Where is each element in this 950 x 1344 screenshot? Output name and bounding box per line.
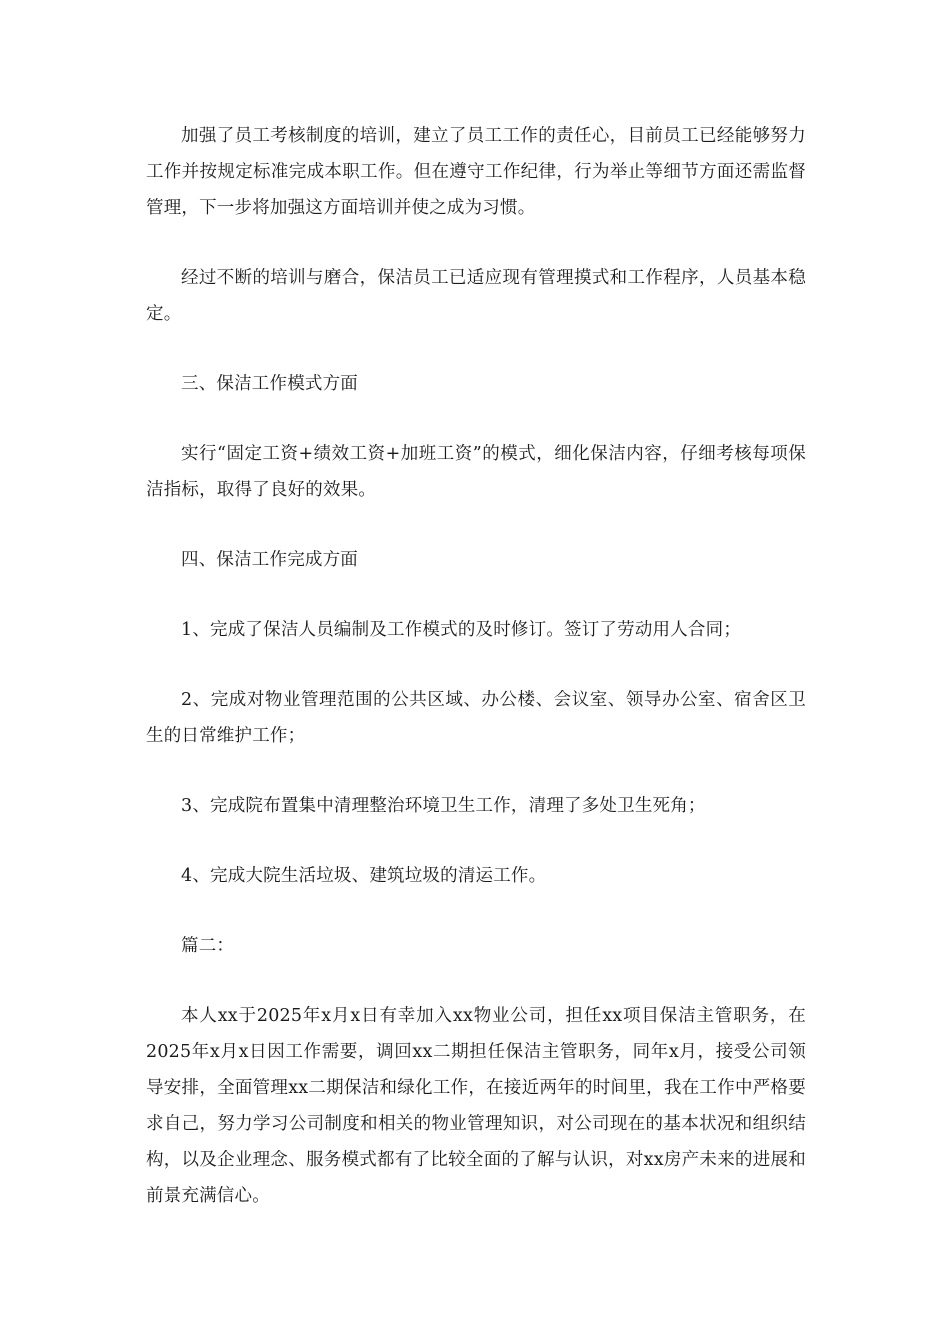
list-item-1: 1、完成了保洁人员编制及工作模式的及时修订。签订了劳动用人合同； (181, 620, 742, 640)
list-item-4: 4、完成大院生活垃圾、建筑垃圾的清运工作。 (181, 866, 547, 886)
section-heading-part-two: 篇二： (181, 936, 235, 956)
document-body (146, 118, 806, 1248)
list-item-3: 3、完成院布置集中清理整治环境卫生工作，清理了多处卫生死角； (181, 796, 706, 816)
paragraph-training: 加强了员工考核制度的培训，建立了员工工作的责任心，目前员工已经能够努力工作并按规定标准完成本职工作。但在遵守工作纪律，行为举止等细节方面还需监督管理，下一步将加强这方面培训并使之成为习惯。 (146, 126, 806, 218)
paragraph-self-introduction: 本人xx于2025年x月x日有幸加入xx物业公司，担任xx项目保洁主管职务，在2025年x月x日因工作需要，调回xx二期担任保洁主管职务，同年x月，接受公司领导安排，全面管理xx二期保洁和绿化工作，在接近两年的时间里，我在工作中严格要求自己，努力学习公司制度和相关的物业管理知识，对公司现在的基本状况和组织结构，以及企业理念、服务模式都有了比较全面的了解与认识，对xx房产未来的进展和前景充满信心。 (146, 1006, 806, 1206)
section-heading-work-mode: 三、保洁工作模式方面 (181, 374, 358, 394)
paragraph-staff-stability: 经过不断的培训与磨合，保洁员工已适应现有管理摸式和工作程序，人员基本稳定。 (146, 268, 806, 324)
section-heading-work-completion: 四、保洁工作完成方面 (181, 550, 358, 570)
list-item-2: 2、完成对物业管理范围的公共区域、办公楼、会议室、领导办公室、宿舍区卫生的日常维护工作； (146, 690, 806, 746)
paragraph-salary-mode: 实行“固定工资+绩效工资+加班工资”的模式，细化保洁内容，仔细考核每项保洁指标，取得了良好的效果。 (146, 444, 806, 500)
